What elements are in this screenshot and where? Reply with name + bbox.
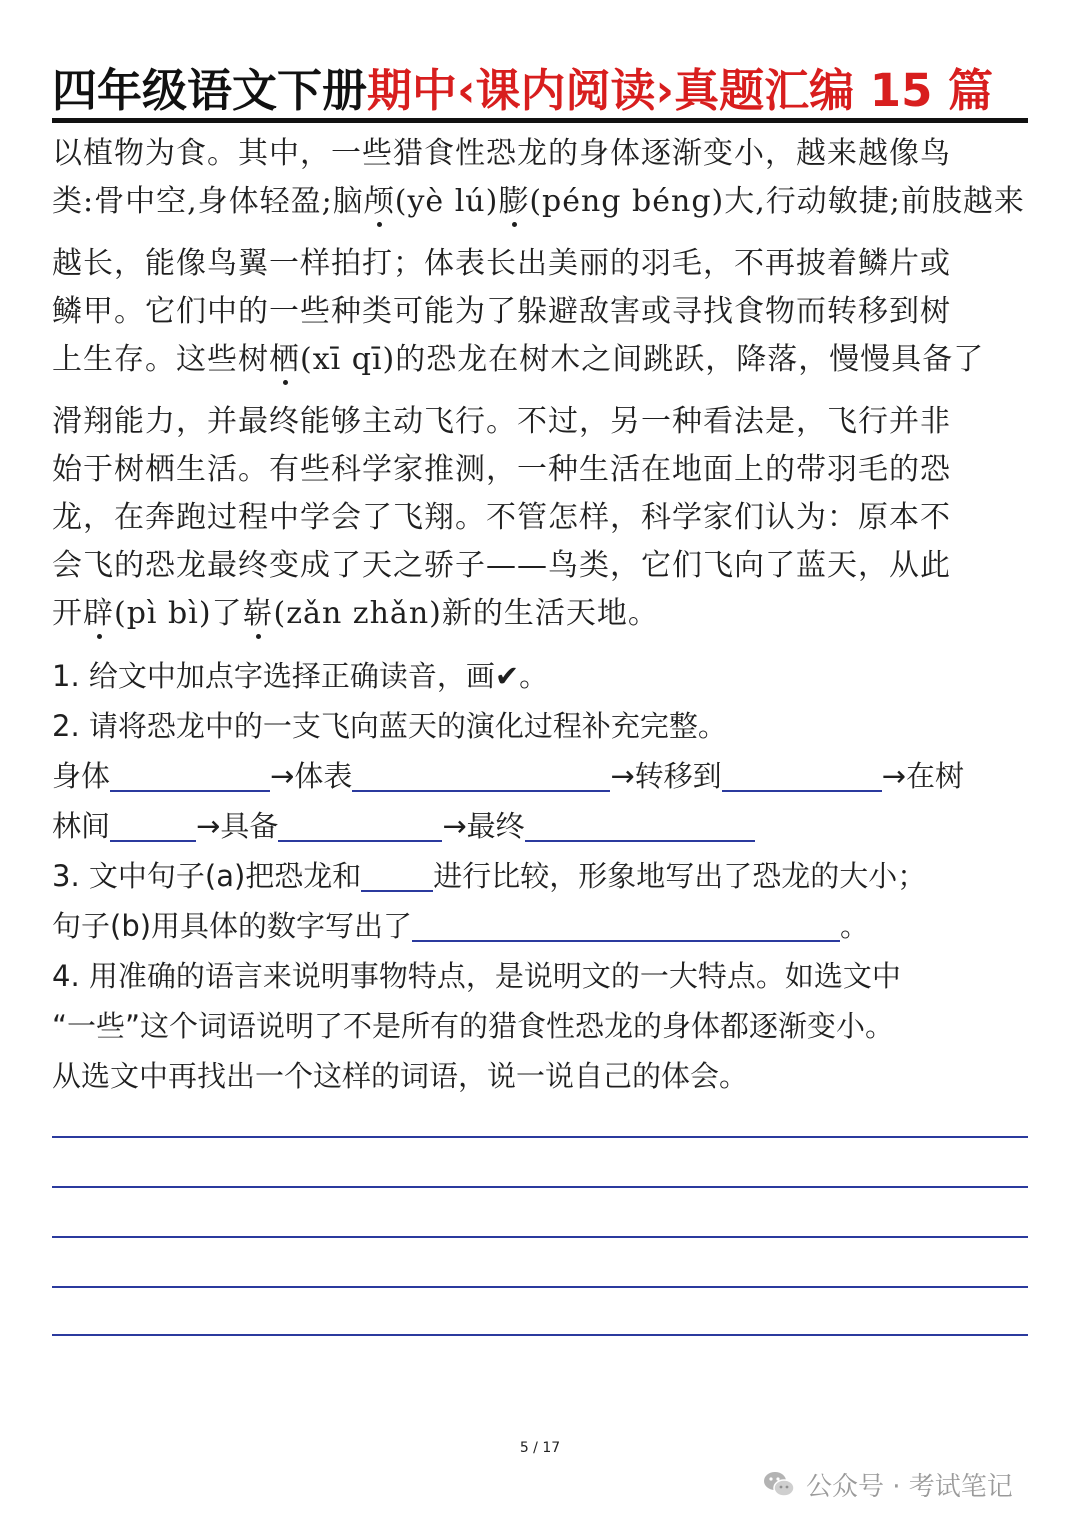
passage-line-4: 鳞甲。它们中的一些种类可能为了躲避敌害或寻找食物而转移到树 bbox=[52, 294, 951, 329]
passage-line-10: 开辟(pì bì)了崭(zǎn zhǎn)新的生活天地。 bbox=[52, 588, 659, 632]
question-4-line-3: 从选文中再找出一个这样的词语，说一说自己的体会。 bbox=[52, 1059, 749, 1093]
passage-line-6: 滑翔能力，并最终能够主动飞行。不过，另一种看法是，飞行并非 bbox=[52, 404, 951, 439]
passage-line-7: 始于树栖生活。有些科学家推测，一种生活在地面上的带羽毛的恐 bbox=[52, 452, 951, 487]
answer-blank[interactable] bbox=[412, 939, 840, 942]
passage-line-8: 龙，在奔跑过程中学会了飞翔。不管怎样，科学家们认为：原本不 bbox=[52, 500, 951, 535]
answer-line[interactable] bbox=[52, 1136, 1028, 1138]
answer-blank[interactable] bbox=[722, 789, 882, 792]
question-2-chain-line-2: 林间 →具备 →最终 bbox=[52, 804, 755, 845]
answer-blank[interactable] bbox=[352, 789, 610, 792]
question-3-line-1: 3. 文中句子(a)把恐龙和 进行比较，形象地写出了恐龙的大小； bbox=[52, 859, 927, 893]
watermark bbox=[762, 1460, 1013, 1508]
answer-blank[interactable] bbox=[361, 889, 433, 892]
passage-line-5: 上生存。这些树栖(xī qī)的恐龙在树木之间跳跃，降落，慢慢具备了 bbox=[52, 334, 984, 378]
passage-line-3: 越长，能像鸟翼一样拍打；体表长出美丽的羽毛，不再披着鳞片或 bbox=[52, 246, 951, 281]
watermark-text: 公众号 · 考试笔记 bbox=[806, 1471, 1013, 1502]
question-3-line-2: 句子(b)用具体的数字写出了 。 bbox=[52, 909, 870, 943]
answer-line[interactable] bbox=[52, 1334, 1028, 1336]
question-4-line-1: 4. 用准确的语言来说明事物特点，是说明文的一大特点。如选文中 bbox=[52, 959, 901, 993]
passage-line-9: 会飞的恐龙最终变成了天之骄子——鸟类，它们飞向了蓝天，从此 bbox=[52, 548, 951, 583]
title-black-part: 四年级语文下册 bbox=[52, 64, 368, 117]
title-divider bbox=[52, 118, 1028, 123]
question-2: 2. 请将恐龙中的一支飞向蓝天的演化过程补充完整。 bbox=[52, 709, 727, 743]
dotted-char: 崭 bbox=[243, 588, 274, 632]
dotted-char: 栖 bbox=[269, 334, 300, 378]
title-red-part: 期中‹课内阅读›真题汇编 15 篇 bbox=[367, 64, 994, 117]
answer-line[interactable] bbox=[52, 1286, 1028, 1288]
answer-blank[interactable] bbox=[110, 789, 270, 792]
answer-line[interactable] bbox=[52, 1236, 1028, 1238]
passage-line-1: 以植物为食。其中，一些猎食性恐龙的身体逐渐变小，越来越像鸟 bbox=[52, 136, 951, 171]
answer-blank[interactable] bbox=[110, 839, 196, 842]
answer-blank[interactable] bbox=[278, 839, 442, 842]
passage-line-2: 类:骨中空,身体轻盈;脑颅(yè lú)膨(péng béng)大,行动敏捷;前肢越来 bbox=[52, 176, 1025, 220]
dotted-char: 颅 bbox=[364, 176, 395, 220]
dotted-char: 膨 bbox=[498, 176, 529, 220]
page-number: 5 / 17 bbox=[519, 1440, 561, 1456]
question-4-line-2: “一些”这个词语说明了不是所有的猎食性恐龙的身体都逐渐变小。 bbox=[52, 1009, 895, 1043]
dotted-char: 辟 bbox=[83, 588, 114, 632]
answer-blank[interactable] bbox=[525, 839, 755, 842]
question-2-chain-line-1: 身体 →体表 →转移到 →在树 bbox=[52, 759, 964, 793]
question-1: 1. 给文中加点字选择正确读音，画✔。 bbox=[52, 659, 549, 693]
document-title bbox=[52, 62, 1028, 120]
wechat-icon bbox=[762, 1467, 796, 1501]
answer-line[interactable] bbox=[52, 1186, 1028, 1188]
